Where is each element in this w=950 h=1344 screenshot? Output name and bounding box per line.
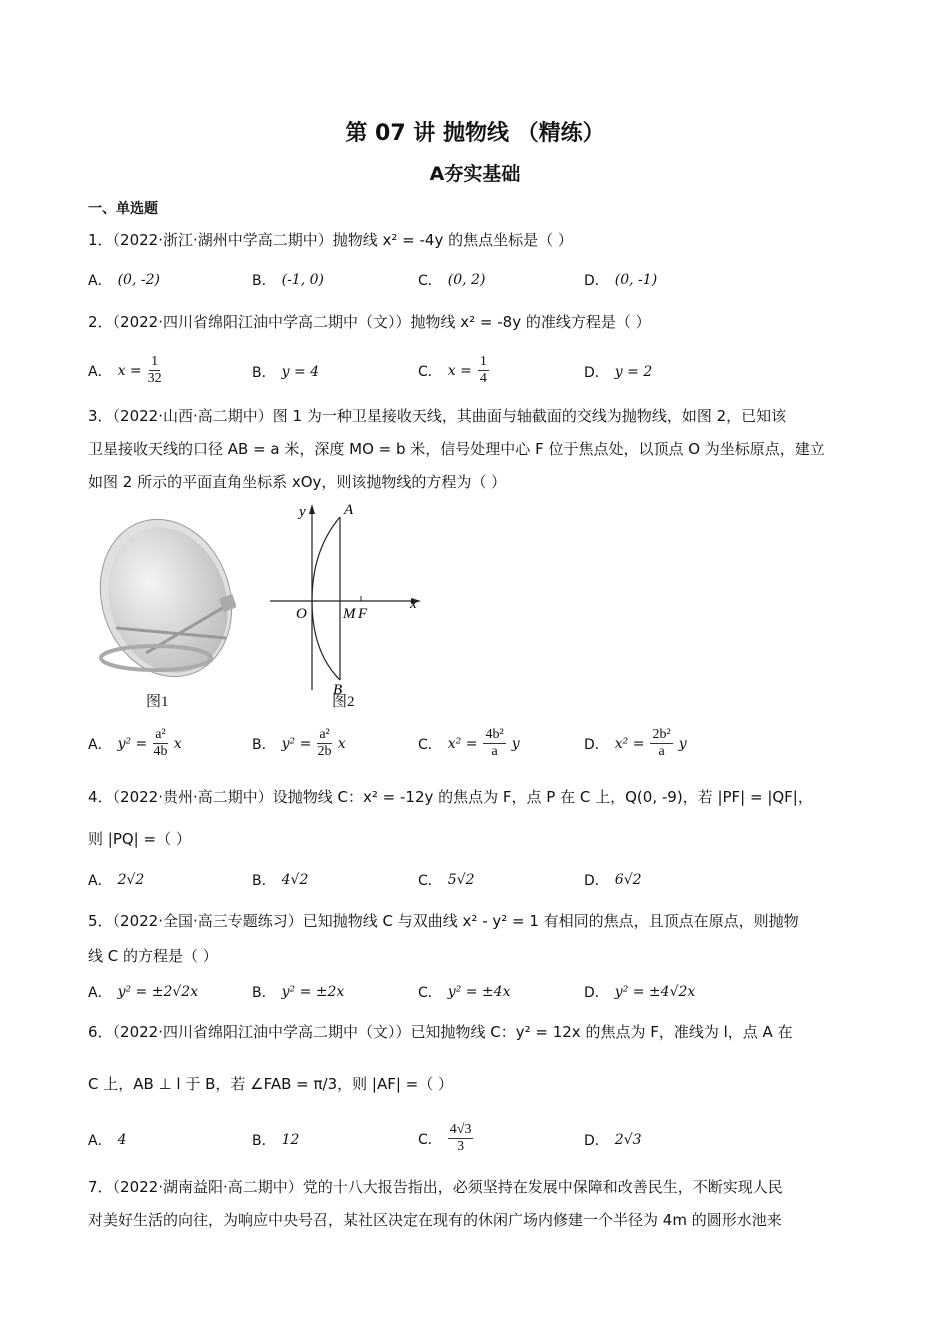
fraction-denominator: a [491, 744, 498, 759]
option-expression: y² = ±4x [447, 984, 511, 1000]
fraction [483, 727, 505, 760]
fraction [317, 727, 331, 760]
label-A: A [344, 502, 354, 518]
option-label: A． [88, 363, 112, 380]
fraction-numerator: 4√3 [449, 1122, 472, 1137]
option-expression: y = 2 [614, 364, 653, 380]
fraction-numerator: a² [319, 727, 330, 742]
option-label: A． [88, 1133, 112, 1149]
question-7-text: 对美好生活的向往，为响应中央号召，某社区决定在现有的休闲广场内修建一个半径为 4m 的圆形水池来 [88, 1211, 782, 1229]
question-1-option-d[interactable] [584, 270, 657, 290]
option-expression: x² = [447, 735, 478, 752]
question-6-option-d[interactable] [584, 1130, 642, 1150]
figure-2-caption: 图2 [332, 694, 355, 710]
option-label: D． [584, 736, 609, 753]
question-3-option-c[interactable] [418, 727, 520, 760]
option-label: A． [88, 985, 112, 1001]
option-label: C． [418, 363, 442, 380]
question-3-text: 如图 2 所示的平面直角坐标系 xOy，则该抛物线的方程为（ ） [88, 473, 507, 491]
question-4-option-a[interactable] [88, 870, 144, 890]
option-label: A． [88, 273, 112, 289]
option-label: B． [252, 365, 276, 381]
option-expression: y² = [117, 735, 148, 752]
option-expression: (0, -2) [117, 272, 160, 288]
question-6-text: 6．（2022·四川省绵阳江油中学高二期中（文））已知抛物线 C：y² = 12x 的焦点为 F，准线为 l，点 A 在 [88, 1023, 793, 1041]
question-5-option-b[interactable] [252, 982, 344, 1002]
question-6-option-a[interactable] [88, 1130, 127, 1150]
option-expression: y = 4 [281, 364, 320, 380]
fraction-denominator: a [658, 744, 665, 759]
option-expression-suffix: x [337, 735, 346, 752]
question-3-text: 3．（2022·山西·高二期中）图 1 为一种卫星接收天线，其曲面与轴截面的交线为抛物线，如图 2，已知该 [88, 407, 787, 425]
question-4-text: 4．（2022·贵州·高二期中）设抛物线 C：x² = -12y 的焦点为 F，点 P 在 C 上，Q(0, -9)，若 |PF| = |QF|， [88, 788, 813, 806]
fraction-numerator: 1 [151, 354, 159, 369]
option-expression: y² = ±2x [281, 984, 345, 1000]
question-6-text: C 上，AB ⊥ l 于 B，若 ∠FAB = π/3，则 |AF| =（ ） [88, 1075, 454, 1093]
option-label: C． [418, 1131, 442, 1148]
question-2-option-a[interactable] [88, 354, 162, 387]
question-2-text: 2．（2022·四川省绵阳江油中学高二期中（文））抛物线 x² = -8y 的准线方程是（ ） [88, 313, 651, 331]
question-1-option-b[interactable] [252, 270, 324, 290]
option-expression: 6√2 [614, 872, 642, 888]
question-3-text: 卫星接收天线的口径 AB = a 米，深度 MO = b 米，信号处理中心 F 位于焦点处，以顶点 O 为坐标原点，建立 [88, 440, 825, 458]
option-label: D． [584, 273, 609, 289]
fraction-denominator: 3 [457, 1139, 465, 1154]
option-expression: 2√3 [614, 1132, 642, 1148]
option-expression: 4√2 [281, 872, 309, 888]
option-label: C． [418, 736, 442, 753]
option-label: D． [584, 1133, 609, 1149]
fraction-numerator: 4b² [485, 727, 504, 742]
fraction [448, 1122, 474, 1155]
section-subtitle: A夯实基础 [429, 163, 521, 185]
option-expression: (0, -1) [614, 272, 658, 288]
question-5-text: 5．（2022·全国·高三专题练习）已知抛物线 C 与双曲线 x² - y² = 1 有相同的焦点，且顶点在原点，则抛物 [88, 912, 799, 930]
option-label: B． [252, 736, 276, 753]
option-label: D． [584, 873, 609, 889]
option-label: A． [88, 736, 112, 753]
option-label: C． [418, 273, 442, 289]
option-label: B． [252, 273, 276, 289]
option-label: C． [418, 873, 442, 889]
label-O: O [296, 606, 307, 622]
fraction-numerator: 1 [479, 354, 487, 369]
label-y: y [299, 504, 306, 520]
fraction-denominator: 32 [147, 371, 162, 386]
option-expression: 2√2 [117, 872, 145, 888]
fraction [650, 727, 672, 760]
question-6-option-c[interactable] [418, 1122, 473, 1155]
label-x: x [410, 596, 417, 612]
question-1-option-c[interactable] [418, 270, 485, 290]
fraction-numerator: 2b² [652, 727, 671, 742]
parabola-axes-diagram [265, 500, 435, 695]
fraction [153, 727, 167, 760]
option-expression-suffix: y [511, 735, 520, 752]
question-2-option-b[interactable] [252, 362, 319, 382]
option-expression: x = [117, 362, 142, 379]
question-6-option-b[interactable] [252, 1130, 299, 1150]
option-expression: (-1, 0) [281, 272, 324, 288]
option-label: B． [252, 1133, 276, 1149]
question-3-option-b[interactable] [252, 727, 346, 760]
question-4-option-c[interactable] [418, 870, 475, 890]
question-5-text: 线 C 的方程是（ ） [88, 947, 218, 965]
question-5-option-d[interactable] [584, 982, 695, 1002]
fraction [148, 354, 162, 387]
section-heading: 一、单选题 [88, 201, 158, 217]
question-3-option-d[interactable] [584, 727, 687, 760]
option-expression: y² = ±4√2x [614, 984, 696, 1000]
question-7-text: 7．（2022·湖南益阳·高二期中）党的十八大报告指出，必须坚持在发展中保障和改善民生，不断实现人民 [88, 1178, 783, 1196]
satellite-dish-image [86, 508, 236, 678]
label-F: F [358, 606, 368, 622]
option-label: D． [584, 365, 609, 381]
question-5-option-c[interactable] [418, 982, 510, 1002]
question-4-option-d[interactable] [584, 870, 642, 890]
question-2-option-c[interactable] [418, 354, 489, 387]
option-expression: 12 [281, 1132, 300, 1148]
figure-1-satellite-dish [86, 508, 236, 678]
question-5-option-a[interactable] [88, 982, 198, 1002]
option-expression: 5√2 [447, 872, 475, 888]
option-expression-suffix: x [173, 735, 182, 752]
question-4-option-b[interactable] [252, 870, 308, 890]
figure-1-caption: 图1 [146, 694, 169, 710]
label-B: B [333, 682, 343, 695]
fraction [478, 354, 489, 387]
fraction-denominator: 4 [479, 371, 487, 386]
option-label: D． [584, 985, 609, 1001]
option-expression: y² = [281, 735, 312, 752]
option-expression: 4 [117, 1132, 127, 1148]
option-label: C． [418, 985, 442, 1001]
question-2-option-d[interactable] [584, 362, 652, 382]
question-4-text: 则 |PQ| =（ ） [88, 830, 191, 848]
option-expression: y² = ±2√2x [117, 984, 199, 1000]
fraction-denominator: 2b [317, 744, 332, 759]
option-label: B． [252, 985, 276, 1001]
option-expression: x = [447, 362, 472, 379]
question-1-option-a[interactable] [88, 270, 160, 290]
figure-2-parabola-diagram [265, 500, 435, 695]
question-3-option-a[interactable] [88, 727, 182, 760]
fraction-denominator: 4b [153, 744, 168, 759]
question-1-text: 1．（2022·浙江·湖州中学高二期中）抛物线 x² = -4y 的焦点坐标是（ ） [88, 231, 573, 249]
option-expression: (0, 2) [447, 272, 486, 288]
page-title: 第 07 讲 抛物线 （精练） [345, 121, 605, 146]
label-M: M [343, 606, 356, 622]
option-expression-suffix: y [678, 735, 687, 752]
option-expression: x² = [614, 735, 645, 752]
option-label: B． [252, 873, 276, 889]
option-label: A． [88, 873, 112, 889]
fraction-numerator: a² [155, 727, 166, 742]
